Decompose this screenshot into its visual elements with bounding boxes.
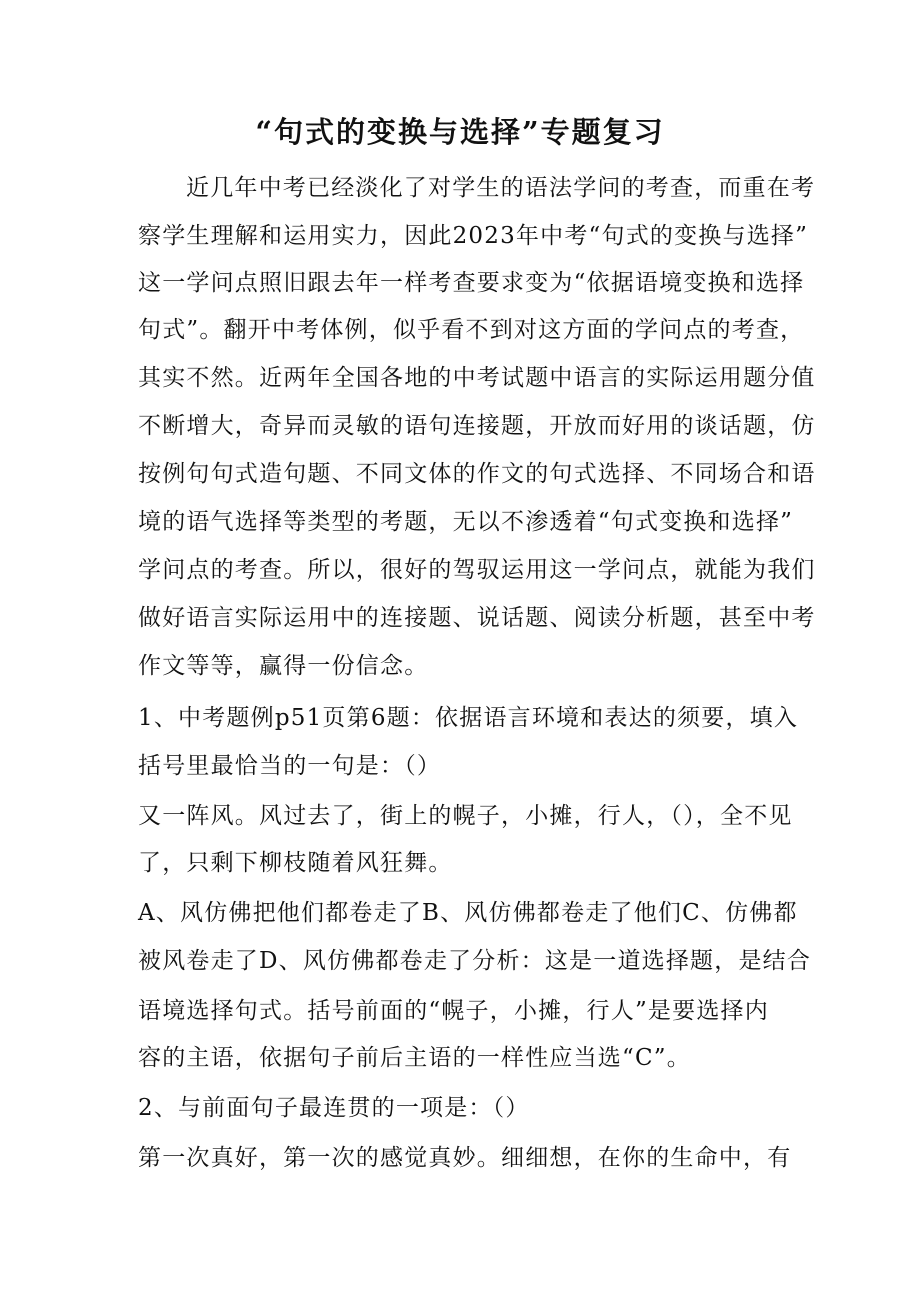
- paragraph-line: 不断增大，奇异而灵敏的语句连接题，开放而好用的谈话题，仿: [138, 413, 816, 439]
- paragraph-line: 境的语气选择等类型的考题，无以不渗透着“句式变换和选择”: [138, 509, 794, 535]
- question-1-options: 被风卷走了D、风仿佛都卷走了分析：这是一道选择题，是结合: [138, 948, 812, 974]
- question-1-analysis: 容的主语，依据句子前后主语的一样性应当选“C”。: [138, 1045, 691, 1071]
- paragraph-line: 做好语言实际运用中的连接题、说话题、阅读分析题，甚至中考: [138, 605, 816, 631]
- question-1-analysis: 语境选择句式。括号前面的“幌子，小摊，行人”是要选择内: [138, 998, 769, 1024]
- question-1-passage: 又一阵风。风过去了，街上的幌子，小摊，行人，（），全不见: [138, 803, 793, 829]
- question-1-line: 1、中考题例p51页第6题：依据语言环境和表达的须要，填入: [138, 705, 799, 731]
- paragraph-line: 作文等等，赢得一份信念。: [138, 653, 429, 679]
- question-1-passage: 了，只剩下柳枝随着风狂舞。: [138, 850, 453, 876]
- question-1-options: A、风仿佛把他们都卷走了B、风仿佛都卷走了他们C、仿佛都: [138, 900, 798, 926]
- paragraph-line: 学问点的考查。所以，很好的驾驭运用这一学问点，就能为我们: [138, 557, 816, 583]
- paragraph-line: 按例句句式造句题、不同文体的作文的句式选择、不同场合和语: [138, 461, 816, 487]
- paragraph-line: 察学生理解和运用实力，因此2023年中考“句式的变换与选择”: [138, 223, 809, 249]
- question-1-line: 括号里最恰当的一句是：（）: [138, 753, 442, 779]
- paragraph-line: 近几年中考已经淡化了对学生的语法学问的考查，而重在考: [186, 175, 816, 201]
- paragraph-line: 其实不然。近两年全国各地的中考试题中语言的实际运用题分值: [138, 365, 816, 391]
- question-2-passage: 第一次真好，第一次的感觉真妙。细细想，在你的生命中，有: [138, 1145, 792, 1171]
- paragraph-line: 句式”。翻开中考体例，似乎看不到对这方面的学问点的考查，: [138, 317, 805, 343]
- paragraph-line: 这一学问点照旧跟去年一样考查要求变为“依据语境变换和选择: [138, 270, 805, 296]
- question-2-line: 2、与前面句子最连贯的一项是：（）: [138, 1095, 530, 1121]
- page-title: “句式的变换与选择”专题复习: [255, 115, 665, 149]
